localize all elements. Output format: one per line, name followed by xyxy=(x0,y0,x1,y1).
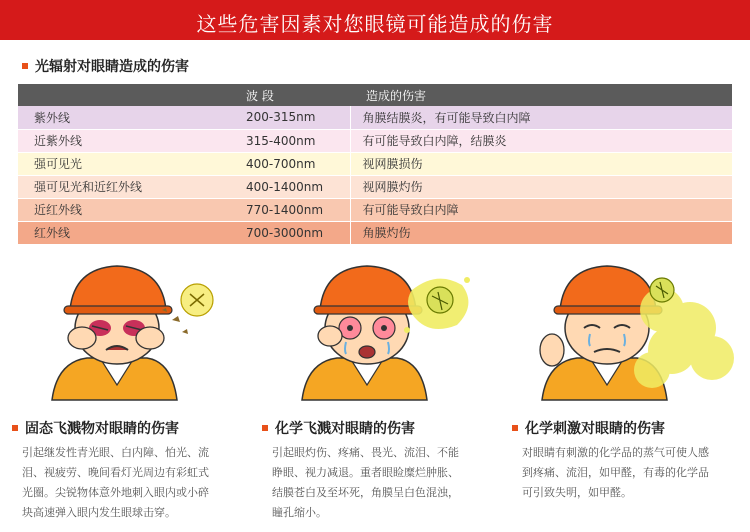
row-range: 400-700nm xyxy=(230,152,350,175)
row-name: 强可见光和近红外线 xyxy=(18,175,230,198)
bullet-square xyxy=(262,425,268,431)
description-line: 瞳孔缩小。 xyxy=(272,506,327,519)
table-row xyxy=(18,152,732,175)
card-header xyxy=(12,418,179,438)
card-header xyxy=(512,418,665,438)
table-row xyxy=(18,175,732,198)
row-range: 400-1400nm xyxy=(230,175,350,198)
table-row xyxy=(18,198,732,221)
description-line: 光圈。尖锐物体意外地刺入眼内或小碎 xyxy=(22,486,209,499)
table-header-row xyxy=(18,84,732,106)
description-line: 泪、视疲劳、晚间看灯光周边有彩虹式 xyxy=(22,466,209,479)
radiation-section-header xyxy=(22,56,189,76)
row-name: 紫外线 xyxy=(18,106,230,129)
description-line: 对眼睛有刺激的化学品的蒸气可使人感 xyxy=(522,446,709,459)
card-title: 化学飞溅对眼睛的伤害 xyxy=(275,421,415,437)
radiation-section-title: 光辐射对眼睛造成的伤害 xyxy=(35,59,189,75)
card-description xyxy=(522,443,737,503)
card-solid-debris xyxy=(12,250,242,525)
description-line: 睁眼、视力减退。重者眼睑糜烂肿胀、 xyxy=(272,466,459,479)
row-harm: 视网膜灼伤 xyxy=(350,175,732,198)
table-row xyxy=(18,106,732,129)
header-col-range: 波 段 xyxy=(230,84,350,106)
card-chemical-irritation xyxy=(512,250,742,525)
row-harm: 角膜结膜炎，有可能导致白内障 xyxy=(350,106,732,129)
table-row xyxy=(18,129,732,152)
description-line: 结膜苍白及至坏死，角膜呈白色混浊， xyxy=(272,486,459,499)
row-name: 强可见光 xyxy=(18,152,230,175)
card-description xyxy=(22,443,237,523)
row-harm: 视网膜损伤 xyxy=(350,152,732,175)
worker-splash-illustration xyxy=(262,250,492,410)
row-name: 近红外线 xyxy=(18,198,230,221)
row-range: 315-400nm xyxy=(230,129,350,152)
bullet-square xyxy=(512,425,518,431)
row-name: 近紫外线 xyxy=(18,129,230,152)
row-range: 200-315nm xyxy=(230,106,350,129)
description-line: 块高速弹入眼内发生眼球击穿。 xyxy=(22,506,176,519)
title-banner xyxy=(0,0,750,40)
bullet-square xyxy=(12,425,18,431)
worker-vapor-illustration xyxy=(512,250,742,410)
row-range: 700-3000nm xyxy=(230,221,350,244)
description-line: 到疼痛、流泪，如甲醛，有毒的化学品 xyxy=(522,466,709,479)
header-col-harm: 造成的伤害 xyxy=(350,84,732,106)
worker-debris-illustration xyxy=(12,250,242,410)
row-harm: 有可能导致白内障，结膜炎 xyxy=(350,129,732,152)
header-col-name xyxy=(18,84,230,106)
row-harm: 有可能导致白内障 xyxy=(350,198,732,221)
card-chemical-splash xyxy=(262,250,492,525)
row-range: 770-1400nm xyxy=(230,198,350,221)
radiation-table xyxy=(18,84,732,245)
card-description xyxy=(272,443,487,523)
bullet-square xyxy=(22,63,28,69)
card-title: 固态飞溅物对眼睛的伤害 xyxy=(25,421,179,437)
table-row xyxy=(18,221,732,244)
row-harm: 角膜灼伤 xyxy=(350,221,732,244)
row-name: 红外线 xyxy=(18,221,230,244)
card-header xyxy=(262,418,415,438)
description-line: 引起继发性青光眼、白内障、怕光、流 xyxy=(22,446,209,459)
card-title: 化学刺激对眼睛的伤害 xyxy=(525,421,665,437)
description-line: 可引致失明，如甲醛。 xyxy=(522,486,632,499)
page-title: 这些危害因素对您眼镜可能造成的伤害 xyxy=(196,12,554,36)
description-line: 引起眼灼伤、疼痛、畏光、流泪、不能 xyxy=(272,446,459,459)
